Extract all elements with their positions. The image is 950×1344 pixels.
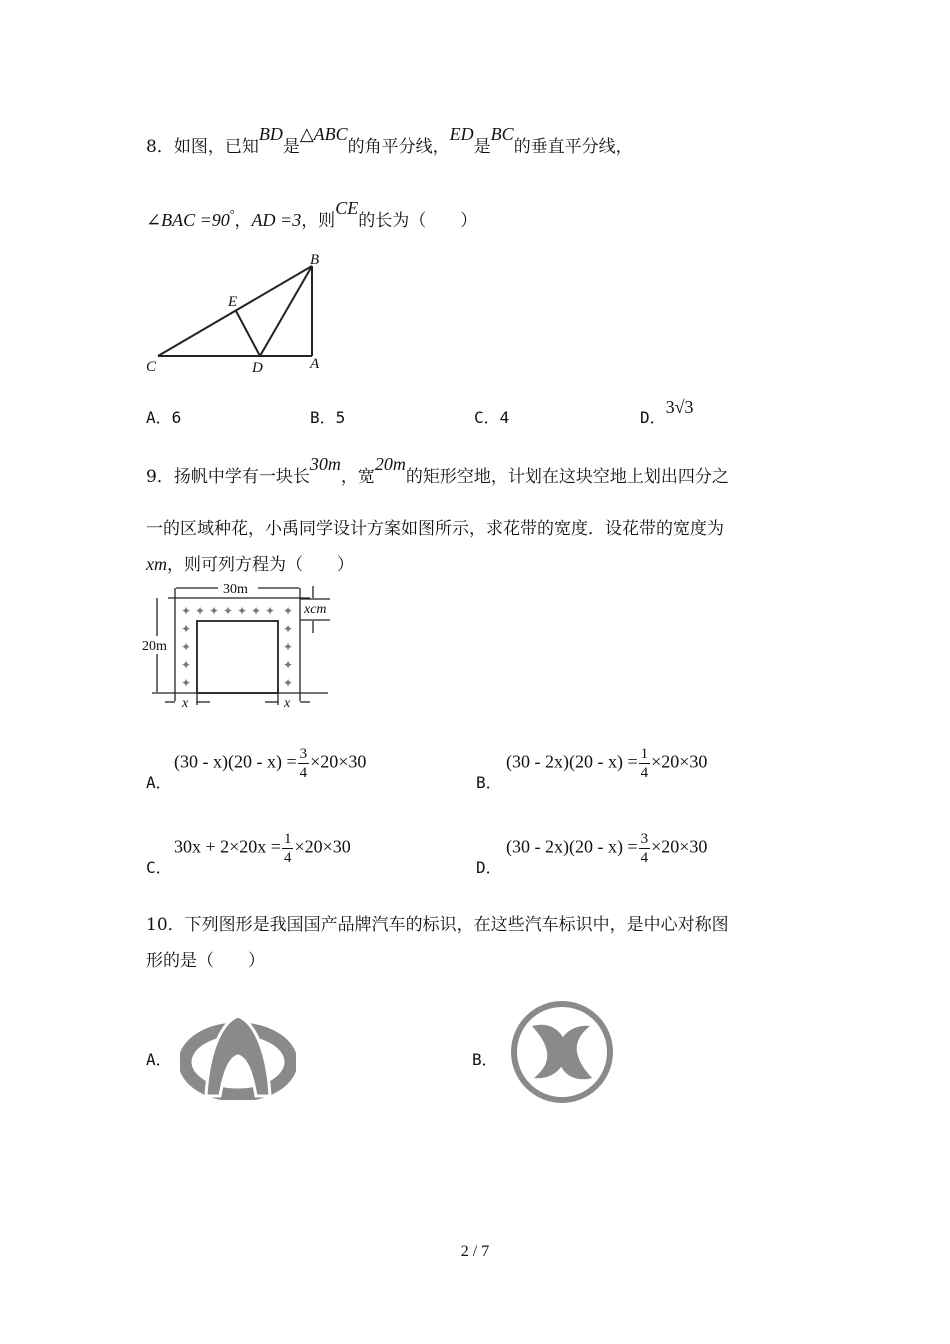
q10-option-b-label[interactable]: B． (472, 1050, 498, 1069)
svg-text:✦: ✦ (180, 622, 192, 636)
q10-logo-b (510, 1000, 614, 1104)
label-b: B (310, 252, 320, 268)
svg-text:✦: ✦ (264, 604, 276, 618)
q8-number: 8． (146, 137, 174, 157)
q9-number: 9． (146, 467, 174, 487)
label-a: A (310, 356, 320, 372)
q9-option-d-label[interactable]: D． (476, 858, 502, 877)
svg-text:✦: ✦ (236, 604, 248, 618)
svg-text:✦: ✦ (222, 604, 234, 618)
q9-option-d-equation: (30 - 2x)(20 - x) = $\frac{3}{4}$ ×20×30 (506, 831, 708, 866)
label-e: E (228, 294, 238, 310)
label-d: D (252, 360, 263, 376)
svg-text:✦: ✦ (282, 622, 294, 636)
svg-text:✦: ✦ (180, 604, 192, 618)
q8-option-d[interactable]: D．3√3 (640, 397, 694, 427)
q9-option-b-equation: (30 - 2x)(20 - x) = $\frac{1}{4}$ ×20×30 (506, 746, 708, 781)
q9-option-b-label[interactable]: B． (476, 773, 502, 792)
svg-text:✦: ✦ (194, 604, 206, 618)
q9-line-2: 一的区域种花，小禹同学设计方案如图所示，求花带的宽度．设花带的宽度为 (146, 519, 724, 539)
svg-text:✦: ✦ (180, 658, 192, 672)
label-30m: 30m (223, 582, 248, 597)
label-20m: 20m (142, 639, 167, 654)
q9-option-c-label[interactable]: C． (146, 858, 172, 877)
q10-logo-a (180, 1012, 296, 1100)
q8-triangle-figure (140, 248, 340, 383)
page-number: 2 / 7 (460, 1243, 490, 1260)
q9-option-a-equation: (30 - x)(20 - x) = $\frac{3}{4}$ ×20×30 (174, 746, 367, 781)
q10-option-a-label[interactable]: A． (146, 1050, 172, 1069)
q9-garden-figure (140, 578, 340, 713)
q10-line-2: 形的是（ ） (146, 951, 265, 971)
q8-option-b[interactable]: B．5 (310, 408, 346, 427)
label-c: C (146, 359, 157, 375)
segment-bd (260, 266, 312, 356)
fraction: $\frac{3}{4}$ (299, 746, 308, 781)
inner-rect (197, 621, 278, 693)
q9-option-c-equation: 30x + 2×20x = $\frac{1}{4}$ ×20×30 (174, 831, 351, 866)
q9-line-3: xm，则可列方程为（ ） (146, 554, 354, 575)
svg-text:✦: ✦ (282, 676, 294, 690)
fraction: $\frac{1}{4}$ (283, 831, 292, 866)
svg-text:✦: ✦ (282, 640, 294, 654)
segment-ed (236, 311, 260, 356)
svg-text:✦: ✦ (250, 604, 262, 618)
svg-text:✦: ✦ (180, 676, 192, 690)
q8-option-c[interactable]: C．4 (474, 408, 510, 427)
label-x-right: x (284, 696, 291, 711)
q10-number: 10． (146, 915, 185, 935)
svg-text:✦: ✦ (282, 604, 294, 618)
q9-line-1: 9．扬帆中学有一块长30m，宽20m的矩形空地，计划在这块空地上划出四分之 (146, 454, 729, 487)
q8-line-2: ∠BAC =90°，AD =3，则CE的长为（ ） (146, 198, 478, 231)
q10-line-1: 10．下列图形是我国国产品牌汽车的标识，在这些汽车标识中，是中心对称图 (146, 915, 729, 935)
q8-option-a[interactable]: A．6 (146, 408, 182, 427)
svg-text:✦: ✦ (208, 604, 220, 618)
q9-option-a-label[interactable]: A． (146, 773, 172, 792)
side-cb (158, 266, 312, 356)
svg-text:✦: ✦ (180, 640, 192, 654)
fraction: $\frac{1}{4}$ (640, 746, 649, 781)
fraction: $\frac{3}{4}$ (640, 831, 649, 866)
label-x-left: x (182, 696, 189, 711)
label-xcm: xcm (304, 602, 327, 617)
svg-text:✦: ✦ (282, 658, 294, 672)
q8-line-1: 8．如图，已知BD是△ABC的角平分线，ED是BC的垂直平分线， (146, 124, 633, 157)
